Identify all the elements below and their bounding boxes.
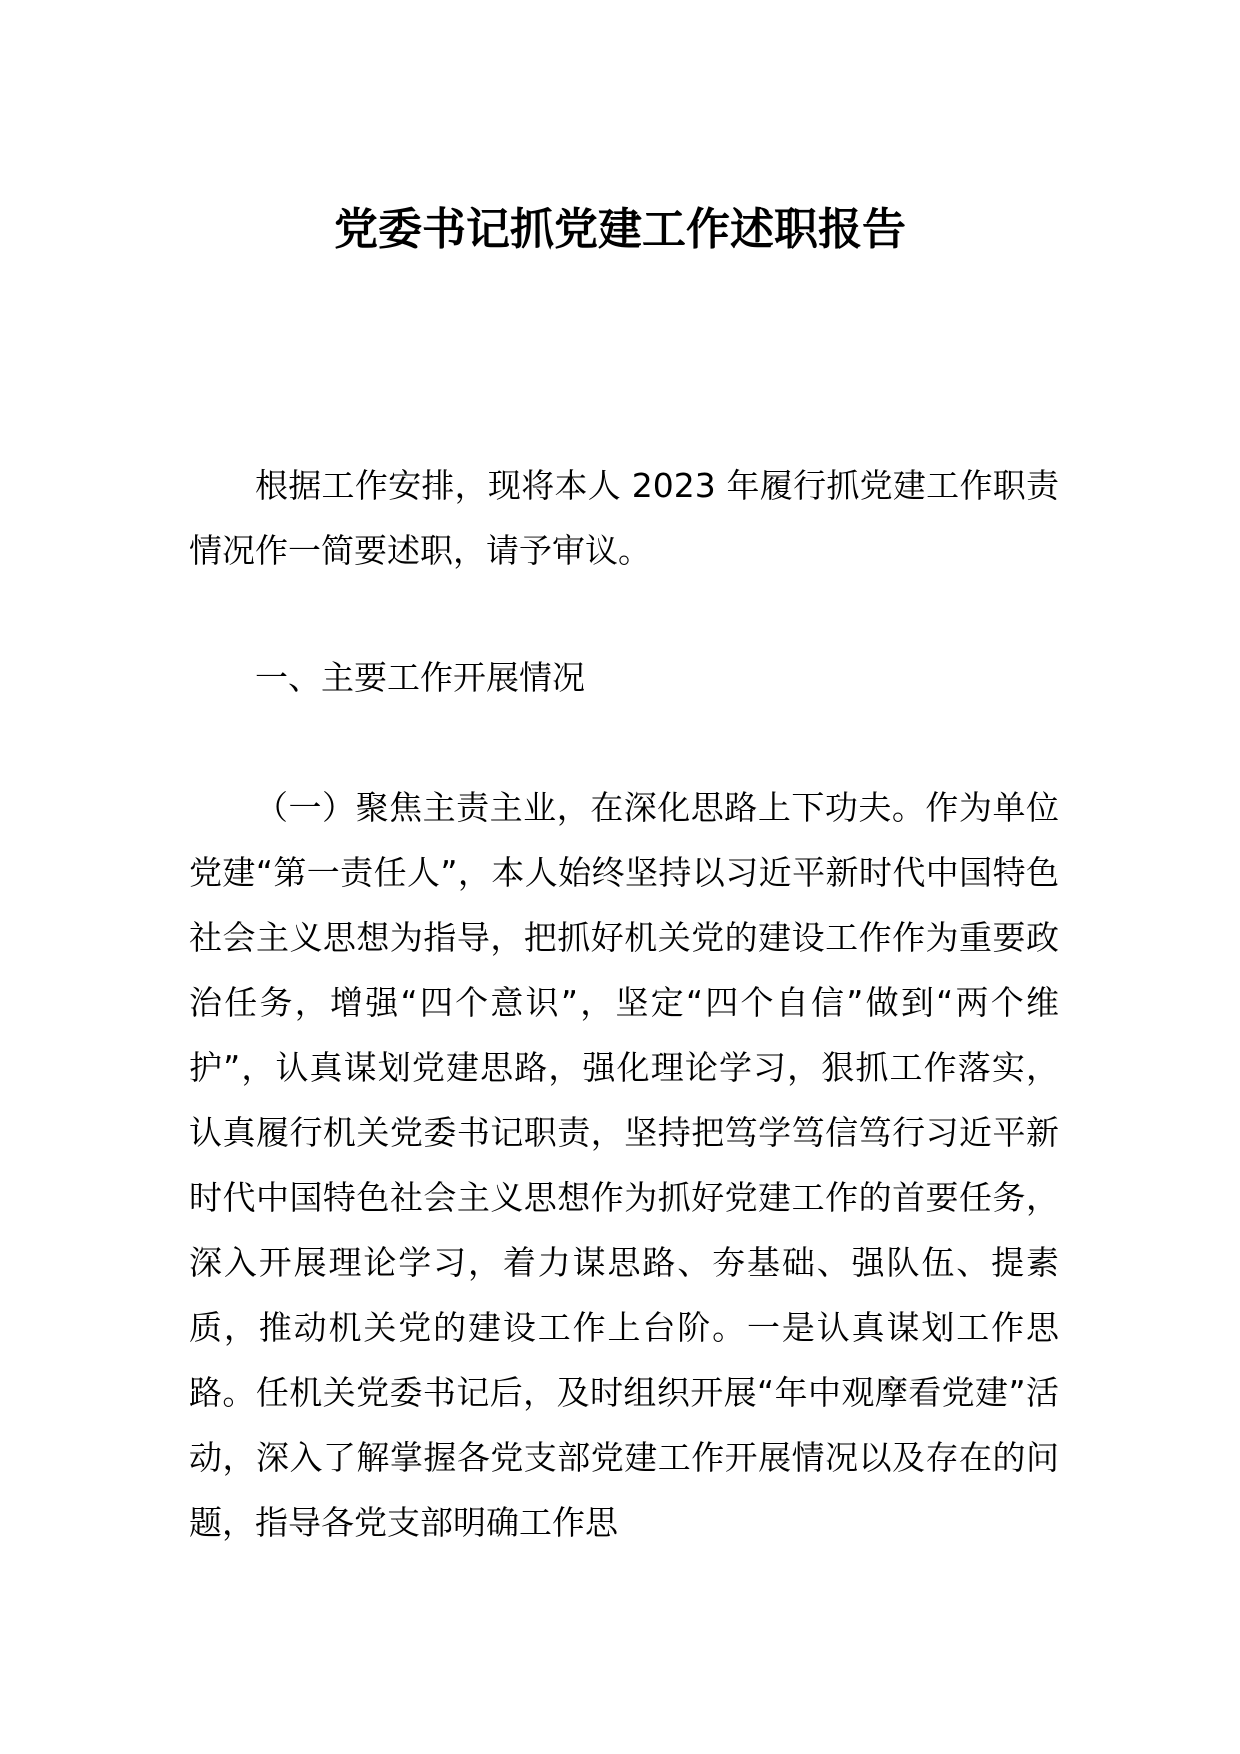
body-paragraph: （一）聚焦主责主业，在深化思路上下功夫。作为单位党建“第一责任人”，本人始终坚持以习近平新时代中国特色社会主义思想为指导，把抓好机关党的建设工作作为重要政治任务，增强“四个意识”，坚定“四个自信”做到“两个维护”，认真谋划党建思路，强化理论学习，狠抓工作落实，认真履行机关党委书记职责，坚持把笃学笃信笃行习近平新时代中国特色社会主义思想作为抓好党建工作的首要任务，深入开展理论学习，着力谋思路、夯基础、强队伍、提素质，推动机关党的建设工作上台阶。一是认真谋划工作思路。任机关党委书记后，及时组织开展“年中观摩看党建”活动，深入了解掌握各党支部党建工作开展情况以及存在的问题，指导各党支部明确工作思: [189, 788, 1059, 1542]
document-title: 党委书记抓党建工作述职报告: [334, 204, 906, 255]
section-heading: 一、主要工作开展情况: [255, 658, 585, 697]
intro-paragraph: 根据工作安排，现将本人 2023 年履行抓党建工作职责情况作一简要述职，请予审议。: [189, 466, 1059, 570]
